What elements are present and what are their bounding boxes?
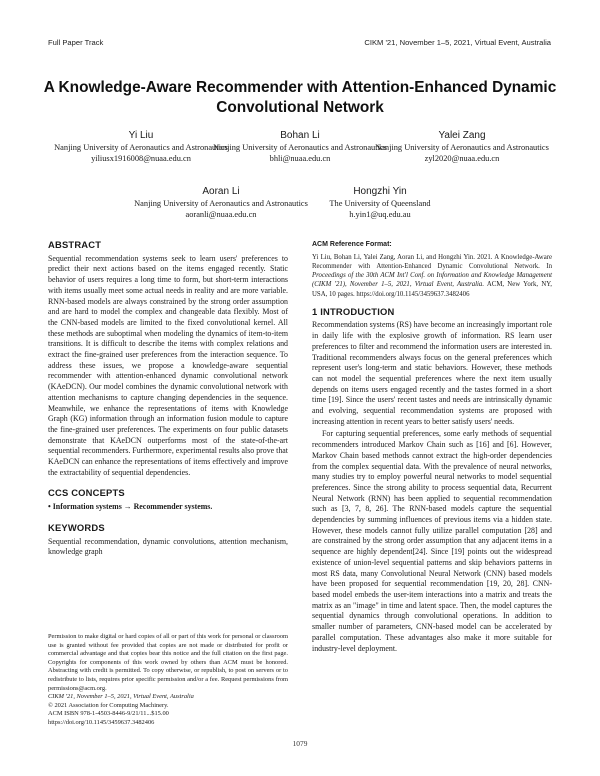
author-affiliation: Nanjing University of Aeronautics and Astronautics [213,143,387,152]
permission-copyright: © 2021 Association for Computing Machinery. [48,701,169,709]
author-name: Aoran Li [202,186,240,197]
permission-venue: CIKM '21, November 1–5, 2021, Virtual Event, Australia [48,693,194,701]
acm-ref-proceedings: Proceedings of the 30th ACM Int'l Conf. on Information and Knowledge Management (CIKM '21), November 1–5, 2021, Virtual Event, Australia. [312,272,552,289]
author-block [51,129,231,164]
author-block [290,185,470,220]
permission-isbn: ACM ISBN 978-1-4503-8446-9/21/11...$15.00 [48,710,169,718]
author-name: Bohan Li [280,130,320,141]
author-name: Yalei Zang [438,130,486,141]
author-affiliation: Nanjing University of Aeronautics and Astronautics [134,199,308,208]
author-email: h.yin1@uq.edu.au [349,210,411,219]
author-email: yiliusx1916008@nuaa.edu.cn [91,154,191,163]
author-block [131,185,311,220]
page-number: 1079 [292,739,308,748]
right-column [312,240,552,654]
keywords-heading: KEYWORDS [48,521,105,533]
author-name: Hongzhi Yin [353,186,407,197]
author-email: bhli@nuaa.edu.cn [269,154,331,163]
ccs-heading: CCS CONCEPTS [48,487,125,499]
author-email: aoranli@nuaa.edu.cn [185,210,257,219]
introduction-heading: 1 INTRODUCTION [312,305,395,317]
paper-title: A Knowledge-Aware Recommender with Attention-Enhanced Dynamic Convolutional Network [43,79,557,116]
left-column [48,240,288,558]
permission-doi: https://doi.org/10.1145/3459637.3482406 [48,718,155,726]
acm-ref-authors: Yi Liu, Bohan Li, Yalei Zang, Aoran Li, and Hongzhi Yin. 2021. A Knowledge-Aware Recommender with Attention-Enhanced Dynamic Convolutional Network. In [312,253,552,270]
author-block [210,129,390,164]
permission-text: Permission to make digital or hard copies of all or part of this work for personal or classroom use is granted without fee provided that copies are not made or distributed for profit or commercial advantage and that copies bear this notice and the full citation on the first page. Copyrights for components of this work owned by others than ACM must be honored. Abstracting with credit is permitted. To copy otherwise, or republish, to post on servers or to redistribute to lists, requires prior specific permission and/or a fee. Request permissions from permissions@acm.org. [48,633,288,692]
permission-block [48,633,288,728]
author-affiliation: Nanjing University of Aeronautics and Astronautics [375,143,549,152]
author-affiliation: Nanjing University of Aeronautics and Astronautics [54,143,228,152]
acm-ref-rest: ACM, New York, NY, USA, 10 pages. https://doi.org/10.1145/3459637.3482406 [312,281,552,298]
abstract-text: Sequential recommendation systems seek to learn users' preferences to predict their next actions based on the items engaged recently. Static behavior of users requires a long time to form, but short-term interactions with items usually meet some actual needs in reality and are more variable. RNN-based models are always constrained by the strong order assumption and are hard to model the complex and changeable data flexibly. Most of the CNN-based models are limited to the fixed convolutional kernel. All these methods are suboptimal when modeling the dynamics of item-to-item transitions. It is difficult to describe the items with complex relations and extract the fine-grained user preferences from the interaction sequence. To address these issues, we propose a knowledge-aware sequential recommender with attention-enhanced dynamic convolutional network (KAeDCN). Our model combines the dynamic convolutional network with attention mechanisms to capture changing dependencies in the sequence. Meanwhile, we enhance the representations of items with Knowledge Graph (KG) information through an information fusion module to capture the fine-grained user preferences. The experiments on four public datasets demonstrate that KAeDCN outperforms most of the state-of-the-art sequential recommenders. Furthermore, experimental results also prove that KAeDCN can enhance the representations of items effectively and improve the extractability of sequential dependencies. [48,253,288,477]
intro-paragraph-2: For capturing sequential preferences, some early methods of sequential recommenders introduced Markov Chain such as [16] and [6]. However, Markov Chain based methods cannot extract the high-order dependencies from the complex sequential data. With the prevalence of neural networks, many studies try to employ powerful neural networks to model sequential preferences. Since the strong ability to process sequential data, Recurrent Neural Network (RNN) has been applied to sequential recommendation such as [3, 7, 8, 26]. The RNN-based models capture the sequential dependencies by summing influences of previous items via a hidden state. However, these models cannot fully utilize parallel computation [28] and are constrained by the strong order assumption that any adjacent items in a sequence are highly dependent[24]. Since [19] points out the widespread existence of union-level sequential patterns and skip behaviors patterns in most RS data, many Convolutional Neural Network (CNN) based models have been proposed for sequential recommendation [19, 20, 28]. CNN-based model embeds the user-item interactions into a matrix and treats the matrix as an "image" in time and latent space. Then, the model captures the sequential dynamics through convolutional operations. In addition to smaller number of parameters, CNN-based model can be accelerated by parallel computation. These advantages also make it more suitable for industry-level deployment. [312,429,552,653]
ccs-text: • Information systems → Recommender systems. [48,502,213,512]
acm-ref-text [312,253,552,299]
keywords-text: Sequential recommendation, dynamic convolutions, attention mechanism, knowledge graph [48,536,288,557]
intro-paragraph-1: Recommendation systems (RS) have become an increasingly important role in daily life with the explosive growth of information. RS learn user preferences to filter and recommend the information users are interested in. Traditional recommenders always focus on the general preferences which represent user's long-term and static behaviors. However, these methods can not model the sequential preferences where the next item usually depends on items users engaged recently and the tastes formed in a short time [19]. Since the users' recent tastes and needs are intrinsically dynamic and evolving, sequential recommendation systems are proposed with increasing attention in recent years to better satisfy users' needs. [312,320,552,426]
running-header-venue: CIKM '21, November 1–5, 2021, Virtual Event, Australia [364,38,551,47]
abstract-heading: ABSTRACT [48,239,102,250]
author-block [372,129,552,164]
running-header-track: Full Paper Track [48,38,104,47]
author-name: Yi Liu [128,130,154,141]
acm-ref-heading: ACM Reference Format: [312,241,392,248]
author-affiliation: The University of Queensland [329,199,431,208]
author-email: zyl2020@nuaa.edu.cn [424,154,500,163]
